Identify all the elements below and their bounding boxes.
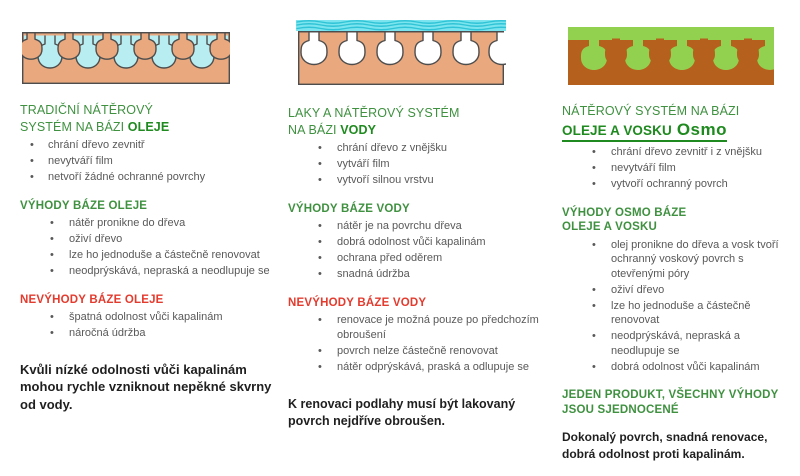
- list-item: • neodprýskává, nepraská a neodlupuje se: [20, 264, 274, 279]
- column-title: [562, 103, 794, 142]
- title-line1: TRADIČNÍ NÁTĚROVÝ: [20, 103, 153, 117]
- list-item: • dobrá odolnost vůči kapalinám: [562, 360, 794, 375]
- pros-heading: VÝHODY BÁZE VODY: [288, 202, 410, 215]
- pros-list: [20, 216, 274, 279]
- intro-list: [20, 138, 274, 185]
- wood-cross-section-lacquer-diagram: [296, 17, 506, 87]
- list-item: • snadná údržba: [288, 267, 540, 282]
- osmo-brand-wordmark: Osmo: [676, 119, 728, 139]
- list-item: • náročná údržba: [20, 326, 274, 341]
- summary-note: Kvůli nízké odolnosti vůči kapalinám mohou rychle vzniknout nepěkné skvrny od vody.: [20, 361, 272, 412]
- cons-heading: NEVÝHODY BÁZE VODY: [288, 296, 427, 309]
- title-line1: NÁTĚROVÝ SYSTÉM NA BÁZI: [562, 104, 740, 118]
- list-item: • chrání dřevo z vnějšku: [288, 141, 540, 156]
- cons-list: [20, 310, 274, 341]
- title-keyword: OLEJE: [127, 119, 170, 134]
- pros-list: [562, 238, 794, 375]
- list-item: • nevytváří film: [562, 161, 794, 176]
- list-item: • lze ho jednoduše a částečně renovovat: [20, 248, 274, 263]
- list-item: • renovace je možná pouze po předchozím obroušení: [288, 313, 540, 342]
- title-line2: NA BÁZI: [288, 122, 341, 137]
- oil-system-illustration: [22, 32, 274, 89]
- list-item: • vytváří film: [288, 157, 540, 172]
- intro-list: [562, 145, 794, 192]
- pros-heading: VÝHODY OSMO BÁZE OLEJE A VOSKU: [562, 206, 687, 233]
- column-title: [288, 105, 540, 138]
- wood-cross-section-osmo-diagram: [568, 27, 774, 85]
- column-osmo-system: [562, 0, 794, 462]
- final-heading: JEDEN PRODUKT, VŠECHNY VÝHODY JSOU SJEDNOCENÉ: [562, 389, 779, 416]
- list-item: • olej pronikne do dřeva a vosk tvoří ochranný voskový povrch s otevřenými póry: [562, 238, 794, 282]
- pros-heading: VÝHODY BÁZE OLEJE: [20, 199, 148, 212]
- cons-heading: NEVÝHODY BÁZE OLEJE: [20, 293, 164, 306]
- list-item: • nátěr je na povrchu dřeva: [288, 219, 540, 234]
- title-line2: SYSTÉM NA BÁZI: [20, 119, 128, 134]
- list-item: • vytvoří ochranný povrch: [562, 177, 794, 192]
- list-item: • povrch nelze částečně renovovat: [288, 344, 540, 359]
- summary-note: Dokonalý povrch, snadná renovace, dobrá odolnost proti kapalinám.: [562, 430, 768, 461]
- list-item: • nátěr pronikne do dřeva: [20, 216, 274, 231]
- list-item: • nevytváří film: [20, 154, 274, 169]
- list-item: • vytvoří silnou vrstvu: [288, 173, 540, 188]
- cons-list: [288, 313, 540, 374]
- column-oil-system: [20, 0, 274, 413]
- column-title: [20, 102, 274, 135]
- list-item: • nátěr odprýskává, praská a odlupuje se: [288, 360, 540, 375]
- list-item: • oživí dřevo: [562, 283, 794, 298]
- list-item: • ochrana před oděrem: [288, 251, 540, 266]
- list-item: • lze ho jednoduše a částečně renovovat: [562, 299, 794, 328]
- title-keyword: VODY: [340, 122, 377, 137]
- wood-cross-section-oil-diagram: [22, 32, 230, 84]
- list-item: • neodprýskává, nepraská a neodlupuje se: [562, 329, 794, 358]
- list-item: • špatná odolnost vůči kapalinám: [20, 310, 274, 325]
- list-item: • oživí dřevo: [20, 232, 274, 247]
- list-item: • dobrá odolnost vůči kapalinám: [288, 235, 540, 250]
- pros-list: [288, 219, 540, 282]
- osmo-system-illustration: [568, 27, 794, 90]
- list-item: • netvoří žádné ochranné povrchy: [20, 170, 274, 185]
- column-water-system: [288, 0, 540, 430]
- water-system-illustration: [296, 17, 540, 92]
- title-line2-underlined: [562, 119, 728, 143]
- title-keyword: OLEJE A VOSKU: [562, 122, 672, 138]
- summary-note: K renovaci podlahy musí být lakovaný povrch nejdříve obroušen.: [288, 397, 516, 428]
- title-line1: LAKY A NÁTĚROVÝ SYSTÉM: [288, 106, 460, 120]
- list-item: • chrání dřevo zevnitř: [20, 138, 274, 153]
- intro-list: [288, 141, 540, 188]
- list-item: • chrání dřevo zevnitř i z vnějšku: [562, 145, 794, 160]
